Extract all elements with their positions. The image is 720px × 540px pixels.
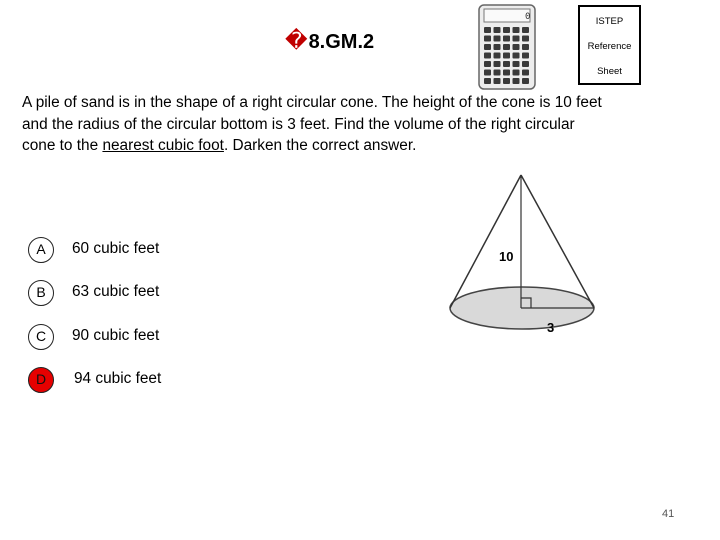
standard-code bbox=[285, 28, 374, 54]
choice-b-text: 63 cubic feet bbox=[72, 283, 160, 300]
calculator-key bbox=[522, 36, 529, 42]
calculator-key bbox=[494, 78, 501, 84]
choice-c-text: 90 cubic feet bbox=[72, 327, 160, 344]
calculator-key bbox=[503, 70, 510, 76]
question-instruction: . Darken the correct answer. bbox=[223, 137, 417, 154]
svg-text:0: 0 bbox=[525, 12, 531, 22]
calculator-key bbox=[522, 61, 529, 67]
calculator-icon[interactable] bbox=[478, 4, 536, 90]
question-text bbox=[22, 92, 612, 157]
calculator-key bbox=[503, 53, 510, 59]
choice-a-bubble[interactable]: A bbox=[28, 237, 54, 263]
reference-line-reference: Reference bbox=[587, 41, 632, 52]
calculator-key bbox=[484, 53, 491, 59]
calculator-key bbox=[503, 27, 510, 33]
choice-d-text: 94 cubic feet bbox=[74, 370, 162, 387]
calculator-key bbox=[484, 27, 491, 33]
calculator-key bbox=[494, 61, 501, 67]
calculator-key bbox=[494, 44, 501, 50]
calculator-key bbox=[484, 61, 491, 67]
calculator-key bbox=[503, 36, 510, 42]
question-body: A pile of sand is in the shape of a right circular cone. The height of the cone is 10 feet and the radius of the circular bottom is 3 feet. Find the volume of the right circular cone to the bbox=[22, 94, 602, 154]
calculator-key bbox=[513, 36, 520, 42]
calculator-key bbox=[494, 36, 501, 42]
calculator-key bbox=[513, 61, 520, 67]
radius-label: 3 bbox=[547, 320, 555, 335]
calculator-key bbox=[503, 61, 510, 67]
calculator-key bbox=[503, 78, 510, 84]
calculator-key bbox=[522, 27, 529, 33]
question-emphasis: nearest cubic foot bbox=[102, 137, 224, 154]
calculator-key bbox=[484, 44, 491, 50]
calculator-key bbox=[513, 53, 520, 59]
cone-diagram bbox=[440, 170, 620, 340]
page-number: 41 bbox=[662, 508, 675, 520]
calculator-key bbox=[484, 36, 491, 42]
choice-b-bubble[interactable]: B bbox=[28, 280, 54, 306]
calculator-key bbox=[494, 70, 501, 76]
calculator-key bbox=[522, 53, 529, 59]
choice-d-bubble[interactable]: D bbox=[28, 367, 54, 393]
reference-line-sheet: Sheet bbox=[597, 66, 622, 77]
calculator-key bbox=[522, 70, 529, 76]
calculator-key bbox=[513, 27, 520, 33]
calculator-key bbox=[494, 27, 501, 33]
calculator-key bbox=[522, 78, 529, 84]
calculator-key bbox=[503, 44, 510, 50]
calculator-key bbox=[513, 78, 520, 84]
calculator-key bbox=[513, 44, 520, 50]
height-label: 10 bbox=[499, 249, 514, 264]
calculator-key bbox=[484, 78, 491, 84]
choice-a-text: 60 cubic feet bbox=[72, 240, 160, 257]
standard-code-text: 8.GM.2 bbox=[308, 31, 375, 53]
reference-sheet-link[interactable] bbox=[578, 5, 641, 85]
reference-line-istep: ISTEP bbox=[595, 16, 624, 27]
replacement-glyph: � bbox=[285, 28, 308, 53]
choice-c-bubble[interactable]: C bbox=[28, 324, 54, 350]
calculator-key bbox=[522, 44, 529, 50]
calculator-key bbox=[513, 70, 520, 76]
calculator-key bbox=[484, 70, 491, 76]
calculator-key bbox=[494, 53, 501, 59]
